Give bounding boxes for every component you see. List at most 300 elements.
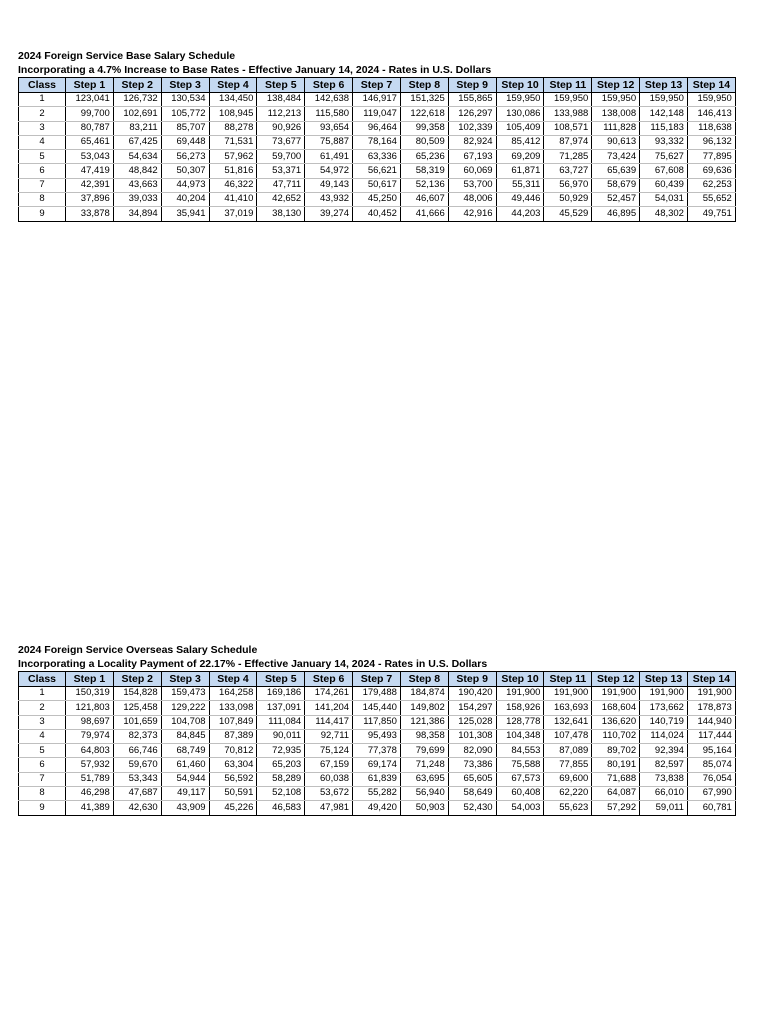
salary-cell: 40,452 (353, 207, 401, 221)
column-header-step-2: Step 2 (113, 672, 161, 687)
salary-cell: 55,623 (544, 801, 592, 815)
salary-cell: 101,308 (448, 729, 496, 743)
class-cell: 9 (19, 207, 66, 221)
salary-cell: 53,043 (66, 150, 114, 164)
salary-cell: 42,391 (66, 178, 114, 192)
overseas-schedule-subtitle: Incorporating a Locality Payment of 22.17% - Effective January 14, 2024 - Rates in U.S. Dollars (18, 658, 488, 670)
class-cell: 2 (19, 701, 66, 715)
column-header-step-5: Step 5 (257, 672, 305, 687)
salary-cell: 82,373 (113, 729, 161, 743)
salary-cell: 101,659 (113, 715, 161, 729)
column-header-step-2: Step 2 (113, 78, 161, 93)
salary-cell: 50,307 (161, 164, 209, 178)
table-row (19, 193, 736, 207)
salary-cell: 191,900 (687, 687, 735, 701)
class-cell: 1 (19, 93, 66, 107)
salary-cell: 62,220 (544, 787, 592, 801)
salary-cell: 77,895 (687, 150, 735, 164)
salary-cell: 49,446 (496, 193, 544, 207)
column-header-step-10: Step 10 (496, 78, 544, 93)
salary-cell: 96,132 (687, 135, 735, 149)
salary-cell: 108,945 (209, 107, 257, 121)
salary-cell: 43,663 (113, 178, 161, 192)
salary-cell: 41,410 (209, 193, 257, 207)
salary-cell: 77,855 (544, 758, 592, 772)
overseas-schedule-title: 2024 Foreign Service Overseas Salary Schedule (18, 644, 258, 656)
salary-cell: 159,950 (496, 93, 544, 107)
salary-cell: 87,974 (544, 135, 592, 149)
salary-cell: 123,041 (66, 93, 114, 107)
salary-cell: 134,450 (209, 93, 257, 107)
salary-cell: 77,378 (353, 744, 401, 758)
salary-cell: 69,636 (687, 164, 735, 178)
table-row (19, 150, 736, 164)
base-schedule-title: 2024 Foreign Service Base Salary Schedule (18, 50, 236, 62)
class-cell: 3 (19, 121, 66, 135)
table-row (19, 164, 736, 178)
salary-cell: 92,394 (640, 744, 688, 758)
salary-cell: 118,638 (687, 121, 735, 135)
column-header-step-13: Step 13 (640, 78, 688, 93)
column-header-step-4: Step 4 (209, 78, 257, 93)
salary-cell: 138,484 (257, 93, 305, 107)
salary-cell: 155,865 (448, 93, 496, 107)
salary-cell: 154,297 (448, 701, 496, 715)
salary-cell: 99,700 (66, 107, 114, 121)
salary-cell: 126,297 (448, 107, 496, 121)
salary-cell: 130,534 (161, 93, 209, 107)
salary-cell: 79,974 (66, 729, 114, 743)
salary-cell: 79,699 (400, 744, 448, 758)
salary-cell: 51,816 (209, 164, 257, 178)
salary-cell: 44,203 (496, 207, 544, 221)
table-row (19, 787, 736, 801)
salary-cell: 67,608 (640, 164, 688, 178)
salary-cell: 52,457 (592, 193, 640, 207)
salary-cell: 102,339 (448, 121, 496, 135)
salary-cell: 174,261 (305, 687, 353, 701)
salary-cell: 121,803 (66, 701, 114, 715)
salary-cell: 90,613 (592, 135, 640, 149)
salary-cell: 142,638 (305, 93, 353, 107)
salary-cell: 68,749 (161, 744, 209, 758)
salary-cell: 111,828 (592, 121, 640, 135)
header-row (19, 78, 736, 93)
column-header-step-11: Step 11 (544, 672, 592, 687)
salary-cell: 50,903 (400, 801, 448, 815)
salary-cell: 107,478 (544, 729, 592, 743)
salary-cell: 63,695 (400, 772, 448, 786)
salary-cell: 46,298 (66, 787, 114, 801)
salary-cell: 102,691 (113, 107, 161, 121)
salary-cell: 66,746 (113, 744, 161, 758)
salary-cell: 42,652 (257, 193, 305, 207)
column-header-step-1: Step 1 (66, 672, 114, 687)
salary-cell: 114,024 (640, 729, 688, 743)
salary-cell: 63,336 (353, 150, 401, 164)
salary-cell: 133,988 (544, 107, 592, 121)
salary-cell: 93,654 (305, 121, 353, 135)
column-header-step-3: Step 3 (161, 78, 209, 93)
column-header-step-6: Step 6 (305, 672, 353, 687)
salary-cell: 50,591 (209, 787, 257, 801)
salary-cell: 43,932 (305, 193, 353, 207)
salary-cell: 104,348 (496, 729, 544, 743)
salary-cell: 149,802 (400, 701, 448, 715)
table-row (19, 93, 736, 107)
salary-cell: 44,973 (161, 178, 209, 192)
salary-cell: 60,439 (640, 178, 688, 192)
class-cell: 8 (19, 787, 66, 801)
class-cell: 5 (19, 150, 66, 164)
salary-cell: 146,413 (687, 107, 735, 121)
salary-cell: 46,607 (400, 193, 448, 207)
salary-cell: 49,143 (305, 178, 353, 192)
salary-cell: 145,440 (353, 701, 401, 715)
salary-cell: 191,900 (496, 687, 544, 701)
salary-cell: 159,950 (687, 93, 735, 107)
column-header-step-5: Step 5 (257, 78, 305, 93)
salary-cell: 48,842 (113, 164, 161, 178)
salary-cell: 80,787 (66, 121, 114, 135)
salary-cell: 39,274 (305, 207, 353, 221)
table-row (19, 758, 736, 772)
column-header-step-12: Step 12 (592, 78, 640, 93)
salary-cell: 42,630 (113, 801, 161, 815)
salary-cell: 52,136 (400, 178, 448, 192)
salary-cell: 128,778 (496, 715, 544, 729)
salary-cell: 69,174 (353, 758, 401, 772)
table-row (19, 772, 736, 786)
column-header-step-4: Step 4 (209, 672, 257, 687)
salary-cell: 59,700 (257, 150, 305, 164)
salary-cell: 140,719 (640, 715, 688, 729)
salary-cell: 137,091 (257, 701, 305, 715)
table-row (19, 207, 736, 221)
table-row (19, 121, 736, 135)
salary-cell: 88,278 (209, 121, 257, 135)
salary-cell: 57,962 (209, 150, 257, 164)
salary-cell: 41,389 (66, 801, 114, 815)
salary-cell: 72,935 (257, 744, 305, 758)
class-cell: 6 (19, 164, 66, 178)
salary-cell: 33,878 (66, 207, 114, 221)
salary-cell: 53,672 (305, 787, 353, 801)
class-cell: 5 (19, 744, 66, 758)
salary-cell: 114,417 (305, 715, 353, 729)
overseas-salary-table (18, 671, 736, 816)
salary-cell: 136,620 (592, 715, 640, 729)
salary-cell: 58,289 (257, 772, 305, 786)
salary-cell: 75,124 (305, 744, 353, 758)
salary-cell: 76,054 (687, 772, 735, 786)
salary-cell: 87,389 (209, 729, 257, 743)
salary-cell: 40,204 (161, 193, 209, 207)
column-header-step-1: Step 1 (66, 78, 114, 93)
salary-cell: 117,850 (353, 715, 401, 729)
salary-cell: 50,929 (544, 193, 592, 207)
salary-cell: 151,325 (400, 93, 448, 107)
column-header-step-7: Step 7 (353, 78, 401, 93)
salary-cell: 80,509 (400, 135, 448, 149)
salary-cell: 99,358 (400, 121, 448, 135)
salary-cell: 73,677 (257, 135, 305, 149)
salary-cell: 191,900 (640, 687, 688, 701)
salary-cell: 80,191 (592, 758, 640, 772)
salary-cell: 85,707 (161, 121, 209, 135)
column-header-class: Class (19, 78, 66, 93)
salary-cell: 130,086 (496, 107, 544, 121)
salary-cell: 129,222 (161, 701, 209, 715)
salary-cell: 47,711 (257, 178, 305, 192)
salary-cell: 191,900 (544, 687, 592, 701)
salary-cell: 82,597 (640, 758, 688, 772)
salary-cell: 144,940 (687, 715, 735, 729)
class-cell: 7 (19, 772, 66, 786)
salary-cell: 179,488 (353, 687, 401, 701)
salary-cell: 67,159 (305, 758, 353, 772)
salary-cell: 92,711 (305, 729, 353, 743)
salary-cell: 58,319 (400, 164, 448, 178)
salary-cell: 125,028 (448, 715, 496, 729)
salary-cell: 85,074 (687, 758, 735, 772)
salary-cell: 98,358 (400, 729, 448, 743)
salary-cell: 57,292 (592, 801, 640, 815)
salary-cell: 56,940 (400, 787, 448, 801)
table-row (19, 701, 736, 715)
salary-cell: 90,926 (257, 121, 305, 135)
salary-cell: 98,697 (66, 715, 114, 729)
salary-cell: 95,493 (353, 729, 401, 743)
salary-cell: 90,011 (257, 729, 305, 743)
salary-cell: 121,386 (400, 715, 448, 729)
salary-cell: 73,424 (592, 150, 640, 164)
salary-cell: 41,666 (400, 207, 448, 221)
salary-cell: 117,444 (687, 729, 735, 743)
salary-cell: 126,732 (113, 93, 161, 107)
salary-cell: 55,652 (687, 193, 735, 207)
column-header-class: Class (19, 672, 66, 687)
base-salary-table (18, 77, 736, 222)
salary-cell: 104,708 (161, 715, 209, 729)
salary-cell: 61,871 (496, 164, 544, 178)
salary-cell: 82,924 (448, 135, 496, 149)
salary-cell: 164,258 (209, 687, 257, 701)
salary-cell: 49,117 (161, 787, 209, 801)
table-row (19, 178, 736, 192)
salary-cell: 56,621 (353, 164, 401, 178)
salary-cell: 67,193 (448, 150, 496, 164)
salary-cell: 55,311 (496, 178, 544, 192)
salary-cell: 84,845 (161, 729, 209, 743)
salary-cell: 43,909 (161, 801, 209, 815)
salary-cell: 73,386 (448, 758, 496, 772)
salary-cell: 93,332 (640, 135, 688, 149)
salary-cell: 184,874 (400, 687, 448, 701)
salary-cell: 38,130 (257, 207, 305, 221)
salary-cell: 67,425 (113, 135, 161, 149)
salary-cell: 75,887 (305, 135, 353, 149)
salary-cell: 54,031 (640, 193, 688, 207)
salary-cell: 61,460 (161, 758, 209, 772)
salary-cell: 57,932 (66, 758, 114, 772)
salary-cell: 69,448 (161, 135, 209, 149)
salary-cell: 83,211 (113, 121, 161, 135)
salary-cell: 39,033 (113, 193, 161, 207)
class-cell: 8 (19, 193, 66, 207)
salary-cell: 55,282 (353, 787, 401, 801)
salary-cell: 35,941 (161, 207, 209, 221)
salary-cell: 159,950 (640, 93, 688, 107)
column-header-step-6: Step 6 (305, 78, 353, 93)
salary-cell: 66,010 (640, 787, 688, 801)
salary-cell: 146,917 (353, 93, 401, 107)
salary-cell: 45,529 (544, 207, 592, 221)
class-cell: 2 (19, 107, 66, 121)
salary-cell: 70,812 (209, 744, 257, 758)
salary-cell: 67,990 (687, 787, 735, 801)
salary-cell: 47,419 (66, 164, 114, 178)
salary-cell: 110,702 (592, 729, 640, 743)
salary-cell: 65,605 (448, 772, 496, 786)
salary-cell: 191,900 (592, 687, 640, 701)
salary-cell: 168,604 (592, 701, 640, 715)
salary-cell: 37,019 (209, 207, 257, 221)
salary-cell: 60,408 (496, 787, 544, 801)
salary-cell: 122,618 (400, 107, 448, 121)
salary-cell: 64,803 (66, 744, 114, 758)
table-row (19, 801, 736, 815)
column-header-step-11: Step 11 (544, 78, 592, 93)
column-header-step-10: Step 10 (496, 672, 544, 687)
salary-cell: 65,639 (592, 164, 640, 178)
salary-cell: 54,972 (305, 164, 353, 178)
salary-cell: 56,592 (209, 772, 257, 786)
salary-cell: 53,371 (257, 164, 305, 178)
salary-cell: 69,209 (496, 150, 544, 164)
salary-cell: 87,089 (544, 744, 592, 758)
overseas-salary-section (18, 643, 735, 816)
salary-cell: 142,148 (640, 107, 688, 121)
salary-cell: 71,531 (209, 135, 257, 149)
salary-cell: 59,011 (640, 801, 688, 815)
salary-cell: 61,491 (305, 150, 353, 164)
salary-cell: 73,838 (640, 772, 688, 786)
salary-cell: 60,069 (448, 164, 496, 178)
salary-cell: 46,322 (209, 178, 257, 192)
salary-cell: 46,583 (257, 801, 305, 815)
salary-cell: 111,084 (257, 715, 305, 729)
salary-cell: 154,828 (113, 687, 161, 701)
salary-cell: 119,047 (353, 107, 401, 121)
salary-cell: 69,600 (544, 772, 592, 786)
salary-cell: 78,164 (353, 135, 401, 149)
salary-cell: 71,248 (400, 758, 448, 772)
salary-cell: 150,319 (66, 687, 114, 701)
salary-cell: 65,236 (400, 150, 448, 164)
class-cell: 4 (19, 135, 66, 149)
salary-cell: 105,772 (161, 107, 209, 121)
table-row (19, 135, 736, 149)
salary-cell: 54,634 (113, 150, 161, 164)
salary-cell: 34,894 (113, 207, 161, 221)
salary-cell: 89,702 (592, 744, 640, 758)
salary-cell: 45,250 (353, 193, 401, 207)
salary-cell: 132,641 (544, 715, 592, 729)
salary-cell: 159,950 (544, 93, 592, 107)
salary-cell: 51,789 (66, 772, 114, 786)
column-header-step-3: Step 3 (161, 672, 209, 687)
salary-cell: 84,553 (496, 744, 544, 758)
salary-cell: 178,873 (687, 701, 735, 715)
class-cell: 4 (19, 729, 66, 743)
salary-cell: 190,420 (448, 687, 496, 701)
salary-cell: 60,781 (687, 801, 735, 815)
table-row (19, 744, 736, 758)
salary-cell: 85,412 (496, 135, 544, 149)
salary-cell: 71,688 (592, 772, 640, 786)
column-header-step-14: Step 14 (687, 672, 735, 687)
salary-cell: 105,409 (496, 121, 544, 135)
salary-cell: 115,580 (305, 107, 353, 121)
salary-cell: 133,098 (209, 701, 257, 715)
salary-cell: 115,183 (640, 121, 688, 135)
salary-cell: 65,461 (66, 135, 114, 149)
salary-cell: 64,087 (592, 787, 640, 801)
salary-cell: 173,662 (640, 701, 688, 715)
salary-cell: 60,038 (305, 772, 353, 786)
table-row (19, 729, 736, 743)
class-cell: 7 (19, 178, 66, 192)
salary-cell: 125,458 (113, 701, 161, 715)
salary-cell: 141,204 (305, 701, 353, 715)
salary-cell: 54,944 (161, 772, 209, 786)
header-row (19, 672, 736, 687)
salary-cell: 67,573 (496, 772, 544, 786)
column-header-step-7: Step 7 (353, 672, 401, 687)
salary-cell: 53,700 (448, 178, 496, 192)
salary-cell: 53,343 (113, 772, 161, 786)
base-salary-section (18, 49, 735, 222)
column-header-step-9: Step 9 (448, 78, 496, 93)
class-cell: 3 (19, 715, 66, 729)
salary-cell: 59,670 (113, 758, 161, 772)
column-header-step-13: Step 13 (640, 672, 688, 687)
salary-cell: 49,420 (353, 801, 401, 815)
salary-cell: 71,285 (544, 150, 592, 164)
salary-cell: 56,970 (544, 178, 592, 192)
column-header-step-8: Step 8 (400, 78, 448, 93)
column-header-step-8: Step 8 (400, 672, 448, 687)
salary-cell: 108,571 (544, 121, 592, 135)
salary-cell: 54,003 (496, 801, 544, 815)
salary-cell: 96,464 (353, 121, 401, 135)
salary-cell: 107,849 (209, 715, 257, 729)
salary-cell: 47,687 (113, 787, 161, 801)
salary-cell: 48,006 (448, 193, 496, 207)
salary-cell: 61,839 (353, 772, 401, 786)
salary-cell: 37,896 (66, 193, 114, 207)
column-header-step-14: Step 14 (687, 78, 735, 93)
table-row (19, 107, 736, 121)
column-header-step-9: Step 9 (448, 672, 496, 687)
column-header-step-12: Step 12 (592, 672, 640, 687)
salary-cell: 45,226 (209, 801, 257, 815)
salary-cell: 58,679 (592, 178, 640, 192)
salary-cell: 52,430 (448, 801, 496, 815)
salary-cell: 75,588 (496, 758, 544, 772)
salary-cell: 49,751 (687, 207, 735, 221)
